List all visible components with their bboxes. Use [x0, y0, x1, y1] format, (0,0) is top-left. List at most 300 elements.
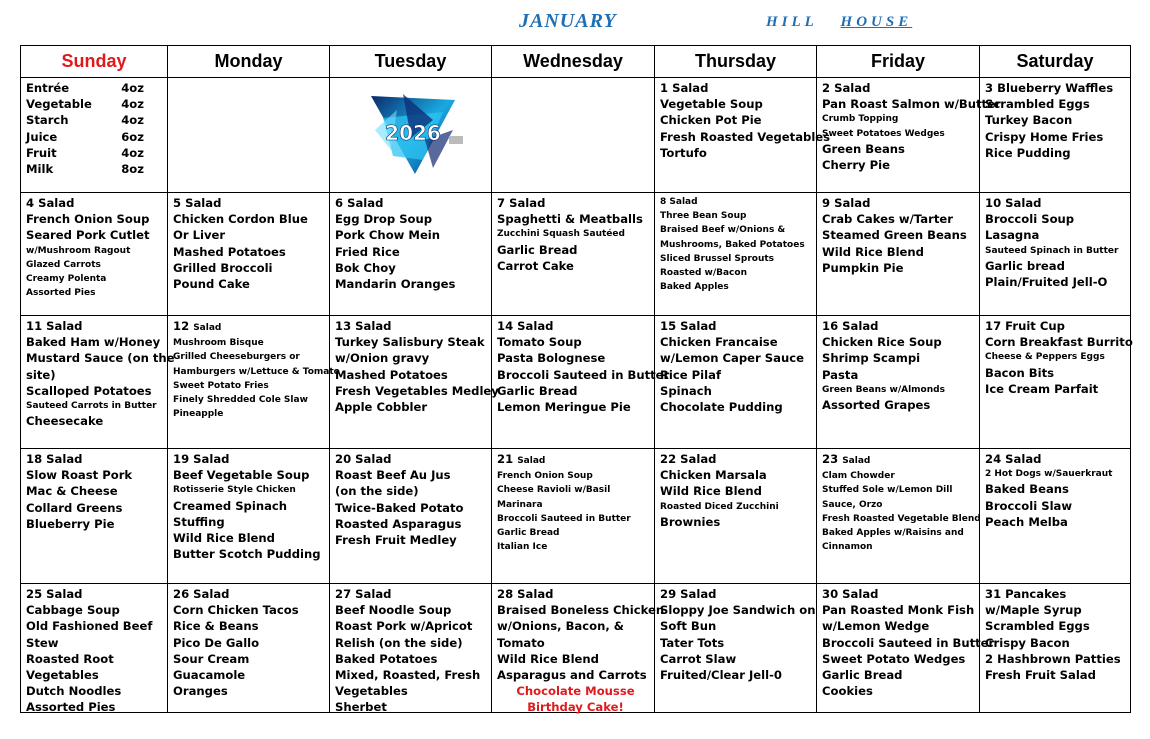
menu-item: Oranges: [173, 684, 228, 699]
menu-item: Assorted Grapes: [822, 398, 931, 413]
menu-item: Corn Breakfast Burrito: [985, 335, 1133, 350]
weekday-header-wednesday: Wednesday: [492, 46, 655, 78]
day-cell-content: [330, 193, 491, 315]
menu-item: Collard Greens: [26, 500, 123, 515]
day-date-label: 11 Salad: [26, 319, 83, 333]
day-cell-content: [492, 316, 670, 448]
menu-item: Assorted Pies: [26, 288, 96, 299]
menu-item: Wild Rice Blend: [822, 244, 924, 259]
menu-item: w/Lemon Caper Sauce: [660, 351, 804, 366]
day-date-label: 21 Salad: [497, 452, 546, 466]
serving-size-row: [26, 145, 144, 161]
day-cell-content: [21, 316, 175, 448]
menu-item: Shrimp Scampi: [822, 351, 921, 366]
menu-item: Glazed Carrots: [26, 259, 101, 270]
day-cell: [655, 449, 817, 584]
day-date-label: 6 Salad: [335, 196, 384, 210]
day-date-label: 12 Salad: [173, 319, 222, 333]
menu-item: Steamed Green Beans: [822, 228, 967, 243]
menu-item: Cheese & Peppers Eggs: [985, 352, 1105, 363]
menu-item: w/Maple Syrup: [985, 603, 1082, 618]
menu-item: Fresh Roasted Vegetable Blend: [822, 513, 981, 524]
menu-item: Plain/Fruited Jell-O: [985, 275, 1108, 290]
menu-item: Garlic bread: [985, 258, 1065, 273]
weekday-header-tuesday: Tuesday: [330, 46, 492, 78]
day-date-label: 7 Salad: [497, 196, 546, 210]
facility-name-part2: HOUSE: [840, 14, 913, 30]
day-date-label: 18 Salad: [26, 452, 83, 466]
menu-item: Mushrooms, Baked Potatoes: [660, 239, 805, 250]
day-date-label: 27 Salad: [335, 587, 392, 601]
week-row: [21, 316, 1131, 449]
menu-item: Mandarin Oranges: [335, 277, 456, 292]
serving-size-item: Entrée: [26, 81, 70, 95]
day-date-label: 23 Salad: [822, 452, 871, 466]
day-cell: [655, 78, 831, 193]
week-row: [21, 193, 1131, 316]
day-cell: [655, 193, 817, 316]
menu-item: Blueberry Pie: [26, 516, 115, 531]
week-row: [21, 78, 1131, 193]
menu-item: Crispy Bacon: [985, 635, 1070, 650]
day-date-label-tail: Salad: [517, 456, 546, 466]
menu-item: Vegetable Soup: [660, 97, 763, 112]
year-2026-text: 2026: [385, 121, 441, 145]
menu-item: Chicken Marsala: [660, 468, 767, 483]
menu-item: Vegetables: [26, 668, 99, 683]
weekday-header-sunday: Sunday: [21, 46, 168, 78]
day-cell-content: [817, 316, 979, 448]
day-cell-content: [980, 193, 1130, 315]
day-cell-content: [492, 193, 654, 315]
menu-item: Lemon Meringue Pie: [497, 400, 631, 415]
day-cell: [980, 584, 1131, 713]
menu-item: Apple Cobbler: [335, 400, 428, 415]
day-cell-content: [21, 193, 167, 315]
month-title: JANUARY: [519, 10, 617, 32]
menu-item: Or Liver: [173, 228, 226, 243]
menu-item: Sweet Potato Fries: [173, 380, 269, 391]
serving-size-row: [26, 112, 144, 128]
menu-item: Garlic Bread: [497, 383, 578, 398]
menu-item: Wild Rice Blend: [173, 531, 275, 546]
menu-item: Turkey Bacon: [985, 113, 1073, 128]
day-cell-content: [817, 584, 995, 712]
menu-item: Turkey Salisbury Steak: [335, 335, 485, 350]
serving-size-amount: 4oz: [121, 113, 144, 128]
menu-item: Cinnamon: [822, 542, 873, 553]
menu-item: Vegetables: [335, 684, 408, 699]
day-cell: [330, 584, 492, 713]
day-date-label: 22 Salad: [660, 452, 717, 466]
menu-item: Fresh Fruit Salad: [985, 668, 1096, 683]
serving-size-item: Milk: [26, 162, 54, 177]
day-cell-content: [492, 78, 654, 192]
day-date-label-tail: Salad: [842, 456, 871, 466]
menu-item: Pumpkin Pie: [822, 260, 904, 275]
menu-item: Baked Apples w/Raisins and: [822, 528, 964, 539]
day-cell-content: [817, 193, 979, 315]
menu-item: Brownies: [660, 514, 721, 529]
weekday-header-monday: Monday: [168, 46, 330, 78]
day-date-label: 2 Salad: [822, 81, 871, 95]
day-cell-content: [168, 449, 329, 583]
day-cell: [168, 316, 340, 449]
serving-size-item: Fruit: [26, 145, 57, 160]
day-cell: [168, 449, 330, 584]
menu-item: Baked Beans: [985, 482, 1069, 497]
menu-item: Finely Shredded Cole Slaw: [173, 395, 308, 406]
menu-item: Crispy Home Fries: [985, 129, 1104, 144]
week-row: [21, 584, 1131, 713]
menu-item: 2 Hashbrown Patties: [985, 651, 1121, 666]
day-cell-content: [168, 316, 340, 448]
day-date-label: 28 Salad: [497, 587, 554, 601]
menu-item: Spinach: [660, 383, 712, 398]
day-date-label: 1 Salad: [660, 81, 709, 95]
serving-size-amount: 4oz: [121, 145, 144, 160]
menu-item: Sweet Potatoes Wedges: [822, 128, 945, 139]
menu-item: Cheese Ravioli w/Basil: [497, 485, 611, 496]
menu-item: Guacamole: [173, 668, 246, 683]
menu-item: Relish (on the side): [335, 635, 463, 650]
day-cell: [21, 316, 175, 449]
menu-item: Pasta: [822, 367, 859, 382]
menu-item: French Onion Soup: [497, 471, 593, 482]
menu-item: Pork Chow Mein: [335, 228, 441, 243]
menu-item: Spaghetti & Meatballs: [497, 212, 643, 227]
facility-name: [766, 14, 912, 31]
menu-item: Mustard Sauce (on the: [26, 351, 175, 366]
day-date-label: 10 Salad: [985, 196, 1042, 210]
menu-item: Marinara: [497, 499, 543, 510]
menu-item: Asparagus and Carrots: [497, 668, 647, 683]
menu-item: Pineapple: [173, 409, 224, 420]
serving-size-amount: 8oz: [121, 162, 144, 177]
serving-size-amount: 4oz: [121, 81, 144, 95]
menu-item: Baked Potatoes: [335, 651, 438, 666]
menu-item: Sweet Potato Wedges: [822, 651, 966, 666]
menu-item: Garlic Bread: [497, 528, 560, 539]
menu-item: Chicken Francaise: [660, 335, 778, 350]
day-cell: [492, 316, 670, 449]
menu-item: Cookies: [822, 684, 873, 699]
day-cell: [330, 316, 499, 449]
menu-item: Mac & Cheese: [26, 484, 118, 499]
menu-item: Roast Pork w/Apricot: [335, 619, 473, 634]
menu-item: Stuffed Sole w/Lemon Dill: [822, 485, 953, 496]
day-date-label: 31 Pancakes: [985, 587, 1067, 601]
serving-size-item: Juice: [26, 129, 58, 144]
day-cell-content: [980, 78, 1130, 192]
menu-item: Roast Beef Au Jus: [335, 468, 451, 483]
menu-calendar: [20, 45, 1131, 713]
menu-item: Rice & Beans: [173, 619, 259, 634]
menu-item: Italian Ice: [497, 542, 548, 553]
menu-item: Sloppy Joe Sandwich on: [660, 603, 816, 618]
serving-size-item: Starch: [26, 113, 69, 128]
day-date-label: 13 Salad: [335, 319, 392, 333]
menu-item: Mashed Potatoes: [173, 244, 286, 259]
menu-item: Roasted w/Bacon: [660, 268, 747, 279]
menu-item: Egg Drop Soup: [335, 212, 433, 227]
menu-item: Butter Scotch Pudding: [173, 547, 321, 562]
menu-item: Slow Roast Pork: [26, 468, 133, 483]
menu-item: Birthday Cake!: [527, 700, 624, 715]
menu-item: Beef Noodle Soup: [335, 603, 452, 618]
menu-item: site): [26, 367, 56, 382]
menu-item: Hamburgers w/Lettuce & Tomato: [173, 366, 340, 377]
menu-item: Lasagna: [985, 228, 1040, 243]
facility-name-part1: HILL: [766, 14, 818, 30]
menu-item: Broccoli Sauteed in Butter: [822, 635, 995, 650]
day-date-label: 24 Salad: [985, 452, 1042, 466]
day-cell: [492, 193, 655, 316]
day-date-label: 19 Salad: [173, 452, 230, 466]
day-cell: [330, 193, 492, 316]
menu-item: Scrambled Eggs: [985, 619, 1090, 634]
day-cell-content: [21, 584, 167, 715]
menu-item: Chicken Rice Soup: [822, 335, 942, 350]
menu-item: Sauce, Orzo: [822, 499, 883, 510]
day-cell-content: [330, 78, 491, 192]
menu-item: Baked Apples: [660, 282, 729, 293]
menu-item: Three Bean Soup: [660, 211, 747, 222]
day-cell: [21, 193, 168, 316]
day-cell: [980, 78, 1131, 193]
menu-item: Garlic Bread: [822, 668, 903, 683]
menu-item: Bok Choy: [335, 260, 396, 275]
day-cell: [492, 78, 655, 193]
menu-item: Tomato Soup: [497, 335, 582, 350]
menu-item: Bacon Bits: [985, 365, 1055, 380]
day-cell: [168, 78, 330, 193]
menu-item: Scalloped Potatoes: [26, 383, 152, 398]
new-year-graphic-cell: [330, 78, 492, 193]
menu-item: Fresh Vegetables Medley: [335, 383, 499, 398]
menu-item: Grilled Cheeseburgers or: [173, 352, 300, 363]
day-date-label: 29 Salad: [660, 587, 717, 601]
day-cell-content: [330, 316, 499, 448]
menu-item: Garlic Bread: [497, 242, 578, 257]
day-date-label: 15 Salad: [660, 319, 717, 333]
day-cell-content: [168, 193, 329, 315]
day-cell-content: [980, 449, 1130, 583]
weekday-header-saturday: Saturday: [980, 46, 1131, 78]
menu-item: Fried Rice: [335, 244, 400, 259]
menu-item: Creamy Polenta: [26, 274, 107, 285]
menu-item: Broccoli Sauteed in Butter: [497, 513, 631, 524]
menu-item: 2 Hot Dogs w/Sauerkraut: [985, 469, 1113, 480]
menu-item: w/Mushroom Ragout: [26, 245, 131, 256]
day-cell: [817, 316, 980, 449]
day-cell-content: [21, 78, 167, 192]
serving-size-row: [26, 80, 144, 96]
menu-item: Pan Roast Salmon w/Butter: [822, 97, 1001, 112]
menu-item: Tater Tots: [660, 635, 725, 650]
menu-item: Tomato: [497, 635, 545, 650]
menu-item: Stuffing: [173, 514, 225, 529]
menu-item: Wild Rice Blend: [660, 484, 762, 499]
menu-item: Ice Cream Parfait: [985, 381, 1099, 396]
day-cell-content: [817, 78, 1001, 192]
day-cell: [168, 584, 330, 713]
serving-size-row: [26, 96, 144, 112]
day-cell: [21, 449, 168, 584]
serving-size-item: Vegetable: [26, 97, 92, 112]
menu-item: Cheesecake: [26, 414, 104, 429]
menu-item: Fruited/Clear Jell-0: [660, 668, 782, 683]
menu-item: Carrot Slaw: [660, 651, 737, 666]
day-cell-content: [980, 316, 1133, 448]
day-cell-content: [655, 78, 831, 192]
day-cell-content: [492, 584, 665, 715]
serving-size-amount: 6oz: [121, 129, 144, 144]
menu-item: Chocolate Pudding: [660, 400, 783, 415]
serving-size-row: [26, 161, 144, 177]
weekday-header-row: [21, 46, 1131, 78]
menu-item: Sliced Brussel Sprouts: [660, 253, 775, 264]
day-cell: [492, 584, 665, 715]
serving-size-row: [26, 129, 144, 145]
day-date-label: 17 Fruit Cup: [985, 319, 1065, 333]
day-date-label: 30 Salad: [822, 587, 879, 601]
menu-item: French Onion Soup: [26, 212, 150, 227]
serving-sizes-cell: [21, 78, 168, 193]
menu-item: w/Lemon Wedge: [822, 619, 930, 634]
menu-item: Roasted Root: [26, 651, 114, 666]
day-cell: [817, 78, 1001, 193]
menu-item: Assorted Pies: [26, 700, 116, 715]
new-year-2026-graphic: [363, 90, 463, 176]
menu-item: Pound Cake: [173, 277, 250, 292]
day-date-label: 20 Salad: [335, 452, 392, 466]
menu-item: Sherbet: [335, 700, 387, 715]
day-cell-content: [168, 584, 329, 712]
menu-item: Baked Ham w/Honey: [26, 335, 161, 350]
menu-item: Beef Vegetable Soup: [173, 468, 310, 483]
week-row: [21, 449, 1131, 584]
menu-item: Fresh Roasted Vegetables: [660, 129, 831, 144]
menu-item: Twice-Baked Potato: [335, 500, 464, 515]
serving-size-amount: 4oz: [121, 97, 144, 112]
menu-item: Broccoli Soup: [985, 212, 1075, 227]
day-cell: [655, 584, 817, 713]
menu-item: Grilled Broccoli: [173, 260, 273, 275]
weekday-header-friday: Friday: [817, 46, 980, 78]
menu-item: Carrot Cake: [497, 258, 574, 273]
day-date-label: 5 Salad: [173, 196, 222, 210]
day-date-label-tail: Salad: [193, 323, 222, 333]
menu-item: Fresh Fruit Medley: [335, 533, 457, 548]
menu-item: Wild Rice Blend: [497, 651, 599, 666]
menu-item: Broccoli Sauteed in Butter: [497, 367, 670, 382]
menu-item: Soft Bun: [660, 619, 717, 634]
menu-item: Creamed Spinach: [173, 498, 288, 513]
menu-item: Braised Beef w/Onions &: [660, 225, 786, 236]
menu-item: Mashed Potatoes: [335, 367, 448, 382]
menu-item: Sauteed Carrots in Butter: [26, 401, 157, 412]
day-cell-content: [492, 449, 654, 583]
menu-item: Dutch Noodles: [26, 684, 122, 699]
day-cell: [655, 316, 817, 449]
menu-item: Green Beans w/Almonds: [822, 384, 945, 395]
menu-item: Old Fashioned Beef: [26, 619, 153, 634]
menu-item: Pan Roasted Monk Fish: [822, 603, 975, 618]
menu-item: Sour Cream: [173, 651, 250, 666]
day-cell-content: [817, 449, 979, 583]
day-date-label: 16 Salad: [822, 319, 879, 333]
day-cell: [980, 193, 1131, 316]
menu-item: Chicken Pot Pie: [660, 113, 762, 128]
menu-item: (on the side): [335, 484, 419, 499]
menu-item: Pico De Gallo: [173, 635, 260, 650]
day-cell-content: [655, 449, 816, 583]
day-cell-content: [330, 584, 491, 715]
day-date-label: 14 Salad: [497, 319, 554, 333]
day-cell: [330, 449, 492, 584]
menu-item: Rotisserie Style Chicken: [173, 485, 296, 496]
weekday-header-thursday: Thursday: [655, 46, 817, 78]
menu-item: Crab Cakes w/Tarter: [822, 212, 953, 227]
day-cell-content: [655, 316, 816, 448]
menu-item: Scrambled Eggs: [985, 97, 1090, 112]
menu-item: Green Beans: [822, 141, 905, 156]
menu-item: Clam Chowder: [822, 471, 895, 482]
day-cell: [492, 449, 655, 584]
day-cell-content: [21, 449, 167, 583]
menu-item: w/Onions, Bacon, &: [497, 619, 624, 634]
day-cell: [817, 584, 995, 713]
day-cell: [168, 193, 330, 316]
menu-item: Roasted Asparagus: [335, 516, 462, 531]
menu-item: w/Onion gravy: [335, 351, 430, 366]
day-cell: [980, 449, 1131, 584]
menu-item: Stew: [26, 635, 59, 650]
menu-item: Chocolate Mousse: [516, 684, 635, 699]
menu-item: Rice Pudding: [985, 145, 1071, 160]
menu-item: Corn Chicken Tacos: [173, 603, 299, 618]
day-cell-content: [980, 584, 1130, 712]
day-cell: [980, 316, 1131, 449]
day-cell-content: [655, 584, 816, 712]
day-date-label: 8 Salad: [660, 197, 698, 207]
menu-item: Cabbage Soup: [26, 603, 120, 618]
menu-item: Broccoli Slaw: [985, 498, 1073, 513]
menu-item: Seared Pork Cutlet: [26, 228, 150, 243]
day-date-label: 9 Salad: [822, 196, 871, 210]
menu-item: Roasted Diced Zucchini: [660, 501, 779, 512]
menu-item: Peach Melba: [985, 514, 1068, 529]
day-cell: [817, 449, 980, 584]
day-cell-content: [168, 78, 329, 192]
menu-item: Mushroom Bisque: [173, 338, 264, 349]
day-date-label: 26 Salad: [173, 587, 230, 601]
day-date-label: 3 Blueberry Waffles: [985, 81, 1114, 95]
day-date-label: 4 Salad: [26, 196, 75, 210]
menu-item: Zucchini Squash Sautéed: [497, 229, 625, 240]
day-cell: [817, 193, 980, 316]
day-date-label: 25 Salad: [26, 587, 83, 601]
day-cell-content: [655, 193, 816, 315]
menu-item: Crumb Topping: [822, 114, 899, 125]
menu-item: Pasta Bolognese: [497, 351, 606, 366]
menu-item: Chicken Cordon Blue: [173, 212, 308, 227]
day-cell: [21, 584, 168, 713]
menu-item: Tortufo: [660, 145, 707, 160]
menu-item: Mixed, Roasted, Fresh: [335, 668, 481, 683]
menu-item: Sauteed Spinach in Butter: [985, 245, 1119, 256]
